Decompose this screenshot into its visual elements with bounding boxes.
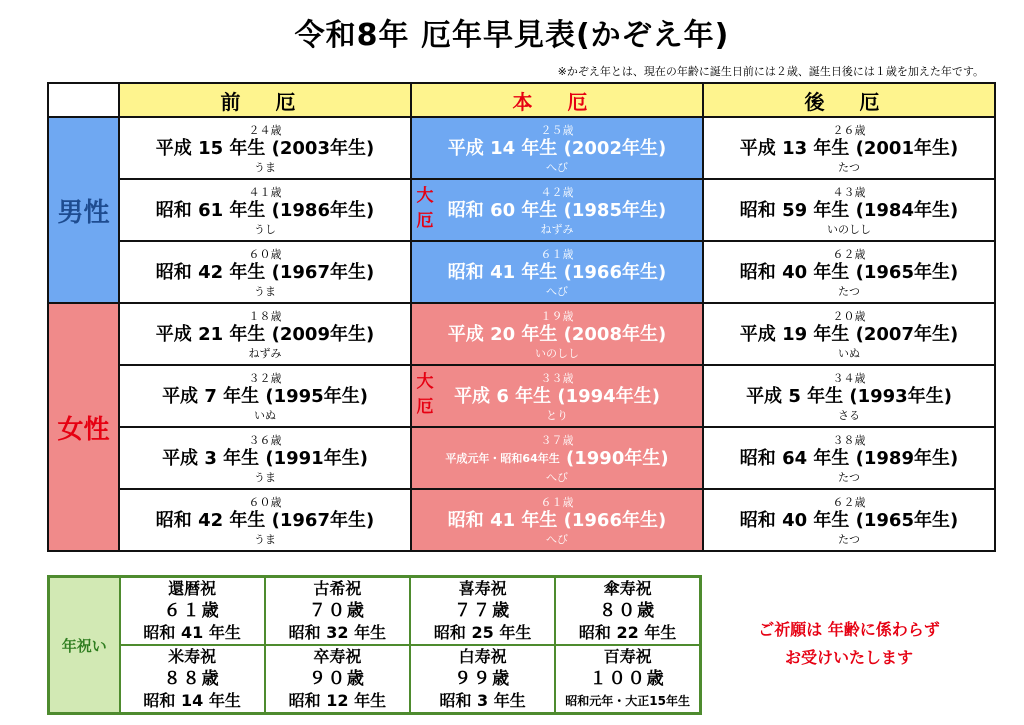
birth-year: 平成 5 年生 (1993年生) bbox=[746, 385, 952, 407]
era-prefix: 平成元年・昭和64年生 bbox=[445, 451, 560, 465]
age-label: ３８歳 bbox=[832, 433, 866, 447]
female-row bbox=[48, 303, 995, 365]
maeyaku-cell bbox=[119, 427, 411, 489]
birth-year: 平成 7 年生 (1995年生) bbox=[162, 385, 368, 407]
zodiac-label: うま bbox=[254, 284, 276, 298]
birth-year: 昭和 40 年生 (1965年生) bbox=[739, 509, 959, 531]
celebration-year: 昭和 22 年生 bbox=[578, 623, 677, 642]
zodiac-label: うし bbox=[254, 222, 276, 236]
celebration-name: 米寿祝 bbox=[168, 647, 217, 666]
celebration-name: 白寿祝 bbox=[458, 647, 507, 666]
age-label: ２４歳 bbox=[248, 123, 282, 137]
birth-year: 平成 15 年生 (2003年生) bbox=[155, 137, 375, 159]
celebration-name: 古希祝 bbox=[313, 579, 362, 598]
zodiac-label: いぬ bbox=[254, 408, 276, 422]
maeyaku-cell bbox=[119, 179, 411, 241]
celebration-year: 昭和元年・大正15年生 bbox=[565, 694, 690, 708]
birth-year: 平成 6 年生 (1994年生) bbox=[454, 385, 660, 407]
female-row bbox=[48, 365, 995, 427]
gender-female: 女性 bbox=[48, 303, 119, 551]
zodiac-label: さる bbox=[838, 408, 860, 422]
age-label: ６１歳 bbox=[540, 247, 574, 261]
birth-year: 昭和 41 年生 (1966年生) bbox=[447, 261, 667, 283]
maeyaku-cell bbox=[119, 489, 411, 551]
prayer-notice bbox=[718, 616, 980, 672]
atoyaku-cell bbox=[703, 117, 995, 179]
age-label: ３３歳 bbox=[540, 371, 574, 385]
zodiac-label: へび bbox=[546, 532, 568, 546]
celebration-item bbox=[120, 577, 265, 646]
zodiac-label: たつ bbox=[838, 470, 860, 484]
birth-year: 平成 21 年生 (2009年生) bbox=[155, 323, 375, 345]
celebration-age: ６１歳 bbox=[163, 601, 221, 621]
celebration-age: ９０歳 bbox=[308, 669, 366, 689]
honyaku-cell bbox=[411, 241, 703, 303]
age-label: ６２歳 bbox=[832, 247, 866, 261]
prayer-line-2: お受けいたします bbox=[784, 648, 913, 667]
celebration-age: ８０歳 bbox=[599, 601, 657, 621]
celebration-item bbox=[555, 577, 700, 646]
age-label: ４１歳 bbox=[248, 185, 282, 199]
honyaku-cell bbox=[411, 117, 703, 179]
zodiac-label: いのしし bbox=[827, 222, 871, 236]
zodiac-label: うま bbox=[254, 470, 276, 484]
celebration-name: 傘寿祝 bbox=[603, 579, 652, 598]
zodiac-label: ねずみ bbox=[540, 222, 574, 236]
maeyaku-cell bbox=[119, 117, 411, 179]
birth-year: 昭和 61 年生 (1986年生) bbox=[155, 199, 375, 221]
yakudoshi-table bbox=[47, 82, 996, 552]
age-label: ４２歳 bbox=[540, 185, 574, 199]
celebration-age: ８８歳 bbox=[163, 669, 221, 689]
celebration-item bbox=[555, 645, 700, 714]
age-label: ６０歳 bbox=[248, 495, 282, 509]
birth-year-value: (1990年生) bbox=[566, 447, 669, 469]
celebration-year: 昭和 32 年生 bbox=[288, 623, 387, 642]
zodiac-label: いぬ bbox=[838, 346, 860, 360]
birth-year: 昭和 40 年生 (1965年生) bbox=[739, 261, 959, 283]
atoyaku-cell bbox=[703, 179, 995, 241]
age-label: ３７歳 bbox=[540, 433, 574, 447]
birth-year: 平成 3 年生 (1991年生) bbox=[162, 447, 368, 469]
female-row bbox=[48, 489, 995, 551]
birth-year: 昭和 60 年生 (1985年生) bbox=[447, 199, 667, 221]
male-row bbox=[48, 179, 995, 241]
age-label: １９歳 bbox=[540, 309, 574, 323]
honyaku-cell bbox=[411, 179, 703, 241]
page-title: 令和8年 厄年早見表(かぞえ年) bbox=[294, 18, 730, 53]
celebration-item bbox=[120, 645, 265, 714]
birth-year: 平成 14 年生 (2002年生) bbox=[447, 137, 667, 159]
zodiac-label: へび bbox=[546, 470, 568, 484]
male-row bbox=[48, 241, 995, 303]
celebration-name: 卒寿祝 bbox=[313, 647, 362, 666]
age-label: ６０歳 bbox=[248, 247, 282, 261]
honyaku-cell bbox=[411, 365, 703, 427]
celebration-year: 昭和 12 年生 bbox=[288, 691, 387, 710]
celebration-name: 還暦祝 bbox=[168, 579, 217, 598]
celebration-year: 昭和 41 年生 bbox=[143, 623, 241, 642]
zodiac-label: いのしし bbox=[535, 346, 579, 360]
female-row bbox=[48, 427, 995, 489]
age-label: ３２歳 bbox=[248, 371, 282, 385]
celebration-item bbox=[410, 645, 555, 714]
maeyaku-cell bbox=[119, 303, 411, 365]
taiyaku-mark: 大厄 bbox=[416, 372, 434, 417]
celebration-year: 昭和 25 年生 bbox=[433, 623, 532, 642]
zodiac-label: とり bbox=[546, 408, 568, 422]
birth-year: 昭和 42 年生 (1967年生) bbox=[155, 509, 375, 531]
zodiac-label: たつ bbox=[838, 532, 860, 546]
birth-year: 平成 20 年生 (2008年生) bbox=[447, 323, 667, 345]
age-label: ２６歳 bbox=[832, 123, 866, 137]
age-label: ３４歳 bbox=[832, 371, 866, 385]
celebration-table bbox=[47, 575, 702, 715]
zodiac-label: たつ bbox=[838, 284, 860, 298]
atoyaku-cell bbox=[703, 365, 995, 427]
birth-year: 平成 13 年生 (2001年生) bbox=[739, 137, 959, 159]
age-label: ２５歳 bbox=[540, 123, 574, 137]
zodiac-label: うま bbox=[254, 532, 276, 546]
birth-year bbox=[412, 447, 702, 471]
celebration-item bbox=[410, 577, 555, 646]
header-row bbox=[48, 83, 995, 117]
age-label: １８歳 bbox=[248, 309, 282, 323]
zodiac-label: うま bbox=[254, 160, 276, 174]
birth-year: 昭和 64 年生 (1989年生) bbox=[739, 447, 959, 469]
header-atoyaku: 後 厄 bbox=[703, 83, 995, 117]
celebration-year: 昭和 14 年生 bbox=[143, 691, 241, 710]
honyaku-cell bbox=[411, 303, 703, 365]
birth-year: 平成 19 年生 (2007年生) bbox=[739, 323, 959, 345]
honyaku-cell bbox=[411, 489, 703, 551]
age-label: ４３歳 bbox=[832, 185, 866, 199]
header-corner bbox=[48, 83, 119, 117]
honyaku-cell bbox=[411, 427, 703, 489]
header-honyaku: 本 厄 bbox=[411, 83, 703, 117]
birth-year: 昭和 59 年生 (1984年生) bbox=[739, 199, 959, 221]
birth-year: 昭和 41 年生 (1966年生) bbox=[447, 509, 667, 531]
celebration-year: 昭和 3 年生 bbox=[439, 691, 526, 710]
celebration-age: ９９歳 bbox=[454, 669, 512, 689]
celebration-name: 百寿祝 bbox=[603, 647, 652, 666]
celebration-age: ７７歳 bbox=[454, 601, 512, 621]
maeyaku-cell bbox=[119, 365, 411, 427]
celebration-item bbox=[265, 645, 410, 714]
age-label: ２０歳 bbox=[832, 309, 866, 323]
age-label: ６１歳 bbox=[540, 495, 574, 509]
birth-year: 昭和 42 年生 (1967年生) bbox=[155, 261, 375, 283]
celebration-name: 喜寿祝 bbox=[458, 579, 507, 598]
zodiac-label: ねずみ bbox=[248, 346, 282, 360]
kazoedoshi-note: ※かぞえ年とは、現在の年齢に誕生日前には２歳、誕生日後には１歳を加えた年です。 bbox=[557, 65, 984, 78]
atoyaku-cell bbox=[703, 489, 995, 551]
zodiac-label: たつ bbox=[838, 160, 860, 174]
atoyaku-cell bbox=[703, 427, 995, 489]
zodiac-label: へび bbox=[546, 160, 568, 174]
age-label: ６２歳 bbox=[832, 495, 866, 509]
maeyaku-cell bbox=[119, 241, 411, 303]
prayer-line-1: ご祈願は 年齢に係わらず bbox=[758, 620, 940, 639]
age-label: ３６歳 bbox=[248, 433, 282, 447]
celebration-age: １００歳 bbox=[589, 669, 666, 689]
celebration-item bbox=[265, 577, 410, 646]
header-maeyaku: 前 厄 bbox=[119, 83, 411, 117]
atoyaku-cell bbox=[703, 241, 995, 303]
atoyaku-cell bbox=[703, 303, 995, 365]
gender-male: 男性 bbox=[48, 117, 119, 303]
zodiac-label: へび bbox=[546, 284, 568, 298]
celebration-label: 年祝い bbox=[49, 577, 120, 714]
celebration-age: ７０歳 bbox=[308, 601, 366, 621]
taiyaku-mark: 大厄 bbox=[416, 186, 434, 231]
male-row bbox=[48, 117, 995, 179]
